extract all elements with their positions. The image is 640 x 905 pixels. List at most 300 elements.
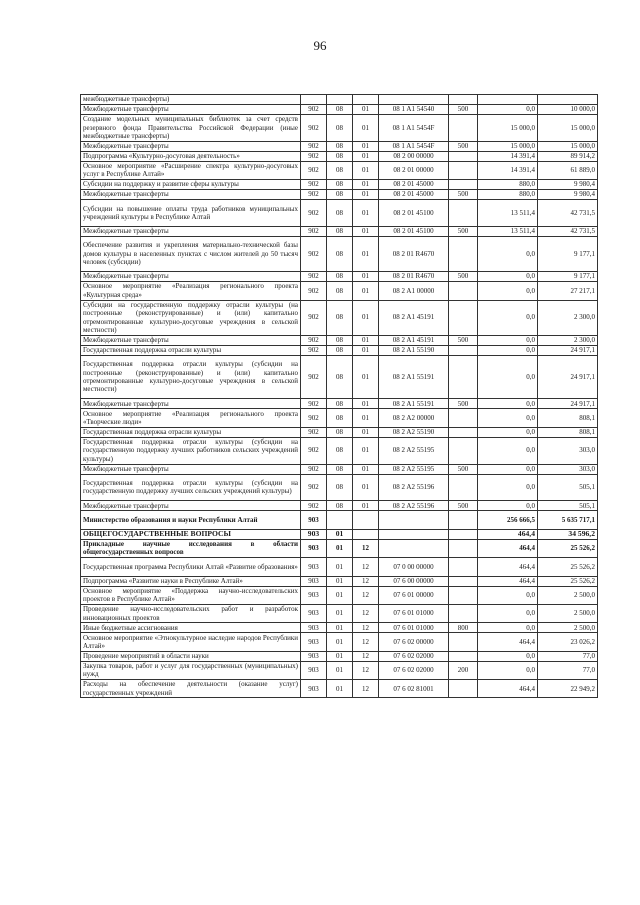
table-row xyxy=(81,236,598,271)
target-item-code: 07 6 02 00000 xyxy=(379,633,449,651)
expense-type-code xyxy=(449,529,478,539)
amount-1: 0,0 xyxy=(478,236,538,271)
amount-1: 464,4 xyxy=(478,680,538,698)
amount-1: 880,0 xyxy=(478,190,538,200)
amount-1: 0,0 xyxy=(478,661,538,679)
target-item-code: 08 2 A1 00000 xyxy=(379,282,449,300)
amount-1: 0,0 xyxy=(478,355,538,399)
amount-2: 9 980,4 xyxy=(538,180,598,190)
amount-2: 9 177,1 xyxy=(538,272,598,282)
item-name: Обеспечение развития и укрепления материально-технической базы домов культуры в населенных пунктах с числом жителей до 50 тысяч человек (субсидии) xyxy=(81,236,301,271)
amount-1: 0,0 xyxy=(478,464,538,474)
expense-type-code: 500 xyxy=(449,272,478,282)
expense-type-code xyxy=(449,355,478,399)
section-code: 01 xyxy=(327,633,353,651)
amount-1: 0,0 xyxy=(478,651,538,661)
table-row xyxy=(81,300,598,335)
amount-2: 77,0 xyxy=(538,661,598,679)
table-row xyxy=(81,558,598,576)
section-code: 08 xyxy=(327,474,353,501)
item-name: Основное мероприятие «Реализация регионального проекта «Культурная среда» xyxy=(81,282,301,300)
item-name: Межбюджетные трансферты xyxy=(81,272,301,282)
item-name: Государственная поддержка отрасли культуры (субсидии на построенные (реконструированные) и (или) капитально отремонтированные культурно-досуговые учреждения в сельской местности) xyxy=(81,355,301,399)
table-row xyxy=(81,226,598,236)
section-code: 08 xyxy=(327,272,353,282)
budget-table xyxy=(80,94,598,698)
amount-1: 0,0 xyxy=(478,623,538,633)
section-code: 08 xyxy=(327,105,353,115)
ministry-code: 903 xyxy=(301,558,327,576)
table-row xyxy=(81,272,598,282)
item-name: Межбюджетные трансферты xyxy=(81,399,301,409)
ministry-code: 902 xyxy=(301,474,327,501)
ministry-code: 902 xyxy=(301,200,327,227)
ministry-code: 903 xyxy=(301,511,327,529)
target-item-code: 08 2 A1 45191 xyxy=(379,335,449,345)
amount-1: 0,0 xyxy=(478,272,538,282)
section-code: 08 xyxy=(327,427,353,437)
table-row xyxy=(81,623,598,633)
amount-2: 808,1 xyxy=(538,409,598,427)
amount-2: 505,1 xyxy=(538,501,598,511)
expense-type-code xyxy=(449,115,478,142)
amount-2: 303,0 xyxy=(538,464,598,474)
amount-1: 0,0 xyxy=(478,437,538,464)
amount-1: 0,0 xyxy=(478,409,538,427)
subsection-code: 12 xyxy=(353,680,379,698)
item-name: Основное мероприятие «Этнокультурное наследие народов Республики Алтай» xyxy=(81,633,301,651)
amount-2: 34 596,2 xyxy=(538,529,598,539)
expense-type-code: 500 xyxy=(449,190,478,200)
section-code: 08 xyxy=(327,345,353,355)
expense-type-code: 500 xyxy=(449,335,478,345)
amount-2: 2 500,0 xyxy=(538,623,598,633)
amount-1: 0,0 xyxy=(478,427,538,437)
subsection-code: 01 xyxy=(353,151,379,161)
ministry-code xyxy=(301,95,327,105)
table-row xyxy=(81,105,598,115)
section-code: 08 xyxy=(327,399,353,409)
ministry-code: 902 xyxy=(301,180,327,190)
ministry-code: 902 xyxy=(301,272,327,282)
amount-2: 2 300,0 xyxy=(538,300,598,335)
amount-1: 464,4 xyxy=(478,633,538,651)
ministry-code: 902 xyxy=(301,335,327,345)
amount-1: 464,4 xyxy=(478,558,538,576)
expense-type-code xyxy=(449,200,478,227)
table-row xyxy=(81,200,598,227)
item-name: Межбюджетные трансферты xyxy=(81,335,301,345)
target-item-code: 08 2 01 45100 xyxy=(379,200,449,227)
expense-type-code: 500 xyxy=(449,226,478,236)
item-name: Создание модельных муниципальных библиотек за счет средств резервного фонда Правительства Российской Федерации (иные межбюджетные трансферты) xyxy=(81,115,301,142)
section-code: 08 xyxy=(327,180,353,190)
expense-type-code xyxy=(449,604,478,622)
subsection-code: 12 xyxy=(353,651,379,661)
amount-1: 464,4 xyxy=(478,529,538,539)
section-code xyxy=(327,95,353,105)
item-name: Иные бюджетные ассигнования xyxy=(81,623,301,633)
amount-1: 0,0 xyxy=(478,586,538,604)
amount-1: 880,0 xyxy=(478,180,538,190)
section-code: 08 xyxy=(327,335,353,345)
target-item-code: 08 1 A1 5454F xyxy=(379,115,449,142)
item-name: Подпрограмма «Культурно-досуговая деятельность» xyxy=(81,151,301,161)
item-name: Основное мероприятие «Расширение спектра культурно-досуговых услуг в Республике Алтай» xyxy=(81,161,301,179)
amount-2: 303,0 xyxy=(538,437,598,464)
amount-2: 10 000,0 xyxy=(538,105,598,115)
table-row xyxy=(81,161,598,179)
item-name: Министерство образования и науки Республики Алтай xyxy=(81,511,301,529)
table-row xyxy=(81,399,598,409)
amount-1: 0,0 xyxy=(478,105,538,115)
ministry-code: 903 xyxy=(301,529,327,539)
section-code: 08 xyxy=(327,141,353,151)
section-code: 08 xyxy=(327,161,353,179)
target-item-code: 08 2 01 R4670 xyxy=(379,272,449,282)
expense-type-code: 800 xyxy=(449,623,478,633)
item-name: Закупка товаров, работ и услуг для государственных (муниципальных) нужд xyxy=(81,661,301,679)
item-name: Государственная программа Республики Алтай «Развитие образования» xyxy=(81,558,301,576)
amount-2: 808,1 xyxy=(538,427,598,437)
table-row xyxy=(81,282,598,300)
section-code: 08 xyxy=(327,355,353,399)
target-item-code: 08 2 A1 55190 xyxy=(379,345,449,355)
item-name: Межбюджетные трансферты xyxy=(81,105,301,115)
subsection-code: 12 xyxy=(353,633,379,651)
item-name: Расходы на обеспечение деятельности (оказание услуг) государственных учреждений xyxy=(81,680,301,698)
table-row xyxy=(81,190,598,200)
subsection-code: 12 xyxy=(353,576,379,586)
target-item-code: 08 2 A1 45191 xyxy=(379,300,449,335)
expense-type-code xyxy=(449,474,478,501)
subsection-code: 01 xyxy=(353,115,379,142)
section-code: 08 xyxy=(327,236,353,271)
item-name: Государственная поддержка отрасли культуры (субсидии на государственную поддержку лучших сельских учреждений культуры) xyxy=(81,474,301,501)
expense-type-code xyxy=(449,282,478,300)
item-name: межбюджетные трансферты) xyxy=(81,95,301,105)
ministry-code: 903 xyxy=(301,680,327,698)
ministry-code: 903 xyxy=(301,586,327,604)
target-item-code xyxy=(379,95,449,105)
subsection-code: 01 xyxy=(353,345,379,355)
amount-1: 0,0 xyxy=(478,282,538,300)
amount-1: 15 000,0 xyxy=(478,141,538,151)
amount-1: 14 391,4 xyxy=(478,151,538,161)
item-name: Государственная поддержка отрасли культуры (субсидии на государственную поддержку лучших работников сельских учреждений культуры) xyxy=(81,437,301,464)
target-item-code: 08 1 A1 54540 xyxy=(379,105,449,115)
section-code: 01 xyxy=(327,539,353,557)
table-row xyxy=(81,141,598,151)
amount-2: 505,1 xyxy=(538,474,598,501)
table-row xyxy=(81,355,598,399)
item-name: Основное мероприятие «Поддержка научно-исследовательских проектов в Республике Алтай» xyxy=(81,586,301,604)
expense-type-code xyxy=(449,95,478,105)
ministry-code: 902 xyxy=(301,399,327,409)
table-row xyxy=(81,474,598,501)
amount-2: 27 217,1 xyxy=(538,282,598,300)
section-code xyxy=(327,511,353,529)
table-row xyxy=(81,501,598,511)
budget-table-body xyxy=(81,95,598,698)
amount-2: 61 889,0 xyxy=(538,161,598,179)
item-name: Субсидии на повышение оплаты труда работников муниципальных учреждений культуры в Республике Алтай xyxy=(81,200,301,227)
target-item-code: 07 0 00 00000 xyxy=(379,558,449,576)
item-name: Государственная поддержка отрасли культуры xyxy=(81,427,301,437)
amount-1: 0,0 xyxy=(478,604,538,622)
expense-type-code xyxy=(449,236,478,271)
table-row xyxy=(81,511,598,529)
section-code: 01 xyxy=(327,558,353,576)
table-row xyxy=(81,529,598,539)
section-code: 08 xyxy=(327,151,353,161)
expense-type-code: 500 xyxy=(449,105,478,115)
table-row xyxy=(81,604,598,622)
table-row xyxy=(81,633,598,651)
table-row xyxy=(81,661,598,679)
section-code: 08 xyxy=(327,464,353,474)
section-code: 08 xyxy=(327,300,353,335)
target-item-code xyxy=(379,511,449,529)
amount-2: 25 526,2 xyxy=(538,558,598,576)
ministry-code: 902 xyxy=(301,115,327,142)
ministry-code: 903 xyxy=(301,539,327,557)
amount-2: 89 914,2 xyxy=(538,151,598,161)
item-name: Межбюджетные трансферты xyxy=(81,226,301,236)
table-row xyxy=(81,345,598,355)
ministry-code: 902 xyxy=(301,427,327,437)
target-item-code: 07 6 02 81001 xyxy=(379,680,449,698)
subsection-code: 01 xyxy=(353,300,379,335)
ministry-code: 903 xyxy=(301,661,327,679)
amount-1: 13 511,4 xyxy=(478,200,538,227)
subsection-code: 01 xyxy=(353,399,379,409)
target-item-code: 08 2 01 45000 xyxy=(379,190,449,200)
table-row xyxy=(81,680,598,698)
page-number: 96 xyxy=(313,38,327,53)
amount-2: 2 300,0 xyxy=(538,335,598,345)
target-item-code: 08 2 A2 55196 xyxy=(379,501,449,511)
target-item-code: 08 1 A1 5454F xyxy=(379,141,449,151)
target-item-code: 07 6 01 01000 xyxy=(379,604,449,622)
subsection-code: 01 xyxy=(353,105,379,115)
item-name: Межбюджетные трансферты xyxy=(81,190,301,200)
amount-2: 24 917,1 xyxy=(538,345,598,355)
item-name: Межбюджетные трансферты xyxy=(81,501,301,511)
ministry-code: 902 xyxy=(301,151,327,161)
amount-1: 0,0 xyxy=(478,474,538,501)
target-item-code xyxy=(379,529,449,539)
amount-2: 24 917,1 xyxy=(538,355,598,399)
table-row xyxy=(81,427,598,437)
expense-type-code: 200 xyxy=(449,661,478,679)
expense-type-code: 500 xyxy=(449,141,478,151)
item-name: Основное мероприятие «Реализация регионального проекта «Творческие люди» xyxy=(81,409,301,427)
section-code: 01 xyxy=(327,586,353,604)
expense-type-code xyxy=(449,161,478,179)
subsection-code: 12 xyxy=(353,661,379,679)
ministry-code: 902 xyxy=(301,300,327,335)
item-name: Субсидии на поддержку и развитие сферы культуры xyxy=(81,180,301,190)
table-row xyxy=(81,586,598,604)
subsection-code: 01 xyxy=(353,272,379,282)
subsection-code: 01 xyxy=(353,236,379,271)
section-code: 01 xyxy=(327,529,353,539)
subsection-code: 01 xyxy=(353,226,379,236)
amount-1: 0,0 xyxy=(478,345,538,355)
target-item-code: 08 2 A1 55191 xyxy=(379,355,449,399)
ministry-code: 903 xyxy=(301,623,327,633)
amount-1: 256 666,5 xyxy=(478,511,538,529)
item-name: Проведение мероприятий в области науки xyxy=(81,651,301,661)
item-name: Проведение научно-исследовательских работ и разработок инновационных проектов xyxy=(81,604,301,622)
ministry-code: 902 xyxy=(301,355,327,399)
subsection-code: 12 xyxy=(353,558,379,576)
subsection-code: 01 xyxy=(353,200,379,227)
target-item-code: 07 6 01 01000 xyxy=(379,623,449,633)
target-item-code: 07 6 00 00000 xyxy=(379,576,449,586)
expense-type-code xyxy=(449,680,478,698)
target-item-code: 08 2 01 R4670 xyxy=(379,236,449,271)
table-row xyxy=(81,95,598,105)
subsection-code: 01 xyxy=(353,190,379,200)
item-name: Межбюджетные трансферты xyxy=(81,464,301,474)
ministry-code: 903 xyxy=(301,604,327,622)
target-item-code: 07 6 02 02000 xyxy=(379,661,449,679)
expense-type-code xyxy=(449,427,478,437)
amount-2: 9 980,4 xyxy=(538,190,598,200)
amount-1: 0,0 xyxy=(478,399,538,409)
item-name: Государственная поддержка отрасли культуры xyxy=(81,345,301,355)
subsection-code: 01 xyxy=(353,141,379,151)
subsection-code xyxy=(353,511,379,529)
ministry-code: 903 xyxy=(301,651,327,661)
expense-type-code xyxy=(449,409,478,427)
expense-type-code xyxy=(449,576,478,586)
subsection-code: 01 xyxy=(353,355,379,399)
amount-2: 42 731,5 xyxy=(538,226,598,236)
expense-type-code: 500 xyxy=(449,501,478,511)
amount-2: 23 026,2 xyxy=(538,633,598,651)
table-row xyxy=(81,651,598,661)
section-code: 08 xyxy=(327,501,353,511)
item-name: Прикладные научные исследования в области общегосударственных вопросов xyxy=(81,539,301,557)
amount-1: 14 391,4 xyxy=(478,161,538,179)
subsection-code: 12 xyxy=(353,623,379,633)
table-row xyxy=(81,180,598,190)
subsection-code: 01 xyxy=(353,474,379,501)
amount-1 xyxy=(478,95,538,105)
amount-2 xyxy=(538,95,598,105)
section-code: 01 xyxy=(327,651,353,661)
subsection-code: 01 xyxy=(353,409,379,427)
section-code: 01 xyxy=(327,604,353,622)
expense-type-code xyxy=(449,511,478,529)
amount-1: 13 511,4 xyxy=(478,226,538,236)
section-code: 01 xyxy=(327,623,353,633)
ministry-code: 902 xyxy=(301,141,327,151)
amount-1: 15 000,0 xyxy=(478,115,538,142)
section-code: 08 xyxy=(327,190,353,200)
section-code: 08 xyxy=(327,226,353,236)
subsection-code: 01 xyxy=(353,437,379,464)
amount-2: 2 500,0 xyxy=(538,604,598,622)
amount-1: 464,4 xyxy=(478,576,538,586)
expense-type-code xyxy=(449,151,478,161)
subsection-code: 01 xyxy=(353,282,379,300)
subsection-code: 01 xyxy=(353,180,379,190)
table-row xyxy=(81,464,598,474)
amount-1: 0,0 xyxy=(478,335,538,345)
subsection-code: 12 xyxy=(353,604,379,622)
expense-type-code xyxy=(449,586,478,604)
ministry-code: 902 xyxy=(301,282,327,300)
table-row xyxy=(81,409,598,427)
target-item-code: 07 6 02 02000 xyxy=(379,651,449,661)
table-row xyxy=(81,576,598,586)
ministry-code: 903 xyxy=(301,576,327,586)
amount-2: 2 500,0 xyxy=(538,586,598,604)
ministry-code: 902 xyxy=(301,409,327,427)
section-code: 01 xyxy=(327,661,353,679)
subsection-code xyxy=(353,95,379,105)
ministry-code: 902 xyxy=(301,236,327,271)
subsection-code: 01 xyxy=(353,427,379,437)
section-code: 01 xyxy=(327,680,353,698)
subsection-code: 01 xyxy=(353,335,379,345)
table-row xyxy=(81,151,598,161)
expense-type-code xyxy=(449,180,478,190)
expense-type-code xyxy=(449,300,478,335)
amount-2: 42 731,5 xyxy=(538,200,598,227)
subsection-code: 01 xyxy=(353,161,379,179)
section-code: 01 xyxy=(327,576,353,586)
table-row xyxy=(81,539,598,557)
section-code: 08 xyxy=(327,115,353,142)
amount-2: 25 526,2 xyxy=(538,576,598,586)
ministry-code: 902 xyxy=(301,345,327,355)
expense-type-code xyxy=(449,345,478,355)
ministry-code: 902 xyxy=(301,190,327,200)
amount-2: 5 635 717,1 xyxy=(538,511,598,529)
expense-type-code xyxy=(449,651,478,661)
ministry-code: 902 xyxy=(301,437,327,464)
target-item-code: 08 2 00 00000 xyxy=(379,151,449,161)
amount-2: 9 177,1 xyxy=(538,236,598,271)
table-row xyxy=(81,115,598,142)
item-name: Субсидии на государственную поддержку отрасли культуры (на построенные (реконструированные) и (или) капитально отремонтированные культурно-досуговые учреждения в сельской местности) xyxy=(81,300,301,335)
ministry-code: 902 xyxy=(301,501,327,511)
item-name: Межбюджетные трансферты xyxy=(81,141,301,151)
section-code: 08 xyxy=(327,409,353,427)
amount-2: 15 000,0 xyxy=(538,141,598,151)
target-item-code: 08 2 A2 55190 xyxy=(379,427,449,437)
target-item-code: 07 6 01 00000 xyxy=(379,586,449,604)
subsection-code: 01 xyxy=(353,464,379,474)
subsection-code: 12 xyxy=(353,539,379,557)
target-item-code xyxy=(379,539,449,557)
section-code: 08 xyxy=(327,200,353,227)
section-code: 08 xyxy=(327,437,353,464)
item-name: Подпрограмма «Развитие науки в Республике Алтай» xyxy=(81,576,301,586)
amount-1: 0,0 xyxy=(478,501,538,511)
expense-type-code xyxy=(449,437,478,464)
amount-1: 464,4 xyxy=(478,539,538,557)
expense-type-code xyxy=(449,633,478,651)
target-item-code: 08 2 A2 00000 xyxy=(379,409,449,427)
ministry-code: 902 xyxy=(301,226,327,236)
amount-1: 0,0 xyxy=(478,300,538,335)
